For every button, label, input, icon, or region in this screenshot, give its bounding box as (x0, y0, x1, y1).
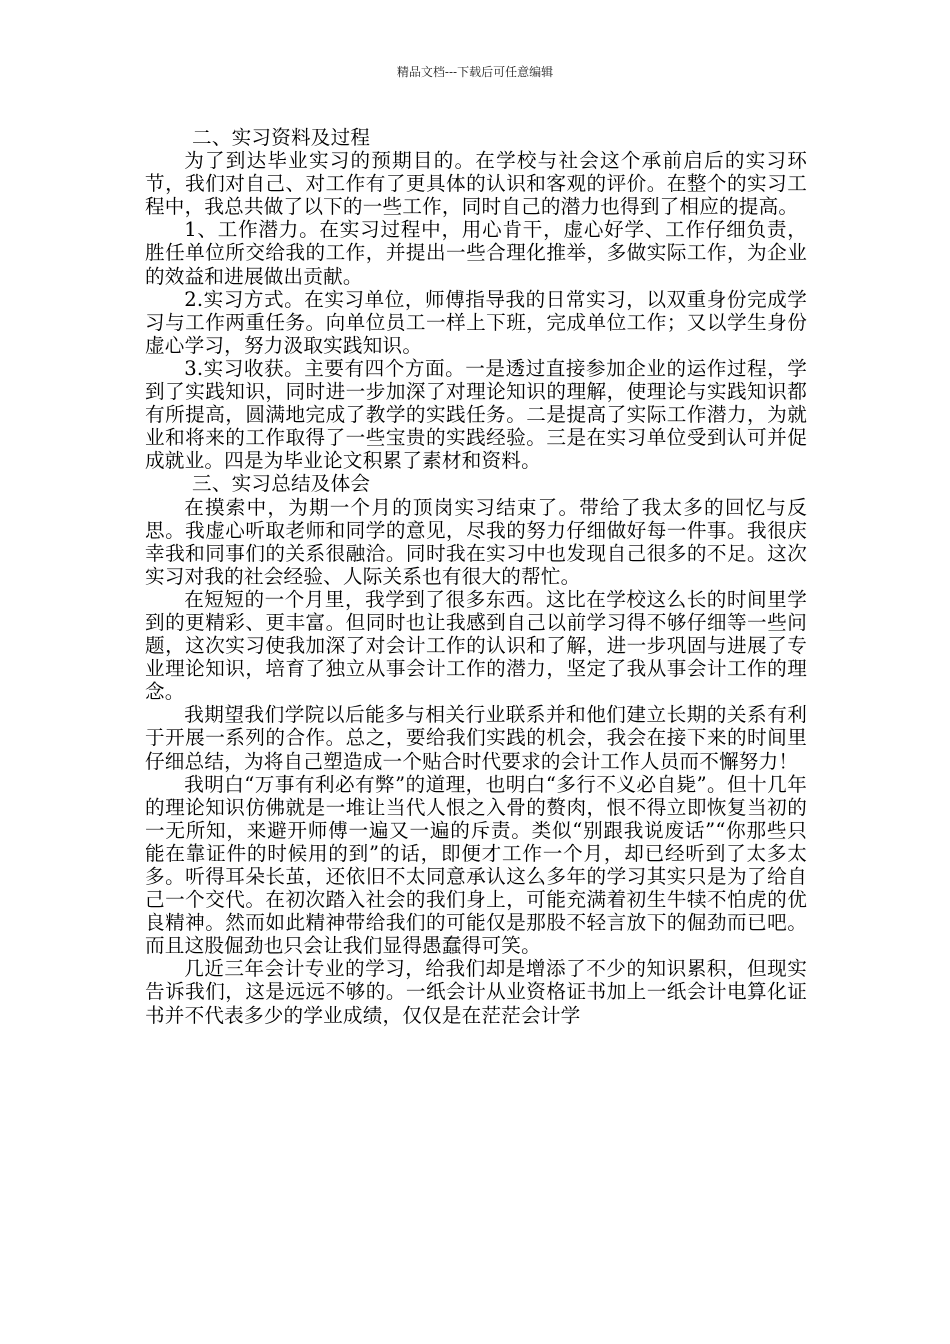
paragraph-internship-purpose: 为了到达毕业实习的预期目的。在学校与社会这个承前启后的实习环节，我们对自己、对工作有了更具体的认识和客观的评价。在整个的实习工程中，我总共做了以下的一些工作，同时自己的潜力也得到了相应的提高。 (145, 149, 807, 219)
paragraph-accounting-study: 几近三年会计专业的学习，给我们却是增添了不少的知识累积，但现实告诉我们，这是远远不够的。一纸会计从业资格证书加上一纸会计电算化证书并不代表多少的学业成绩，仅仅是在茫茫会计学 (145, 957, 807, 1027)
paragraph-expectations: 我期望我们学院以后能多与相关行业联系并和他们建立长期的关系有利于开展一系列的合作。总之，要给我们实践的机会，我会在接下来的时间里仔细总结，为将自己塑造成一个贴合时代要求的会计工作人员而不懈努力！ (145, 703, 807, 773)
paragraph-internship-method: 2.实习方式。在实习单位，师傅指导我的日常实习，以双重身份完成学习与工作两重任务。向单位员工一样上下班，完成单位工作；又以学生身份虚心学习，努力汲取实践知识。 (145, 287, 807, 357)
section-heading-summary: 三、实习总结及体会 (192, 472, 371, 496)
paragraph-internship-gains: 3.实习收获。主要有四个方面。一是透过直接参加企业的运作过程，学到了实践知识，同时进一步加深了对理论知识的理解，使理论与实践知识都有所提高，圆满地完成了教学的实践任务。二是提高了实际工作潜力，为就业和将来的工作取得了一些宝贵的实践经验。三是在实习单位受到认可并促成就业。四是为毕业论文积累了素材和资料。 (145, 356, 807, 473)
document-body (145, 126, 807, 1027)
page-header: 精品文档---下载后可任意编辑 (396, 65, 554, 79)
paragraph-one-month-learning: 在短短的一个月里，我学到了很多东西。这比在学校这么长的时间里学到的更精彩、更丰富。但同时也让我感到自己以前学习得不够仔细等一些问题，这次实习使我加深了对会计工作的认识和了解，进一步巩固与进展了专业理论知识，培育了独立从事会计工作的潜力，坚定了我从事会计工作的理念。 (145, 587, 807, 704)
section-heading-internship-process: 二、实习资料及过程 (192, 126, 371, 149)
paragraph-pros-and-cons: 我明白“万事有利必有弊”的道理，也明白“多行不义必自毙”。但十几年的理论知识仿佛就是一堆让当代人恨之入骨的赘肉，恨不得立即恢复当初的一无所知，来避开师傅一遍又一遍的斥责。类似“别跟我说废话”“你那些只能在靠证件的时候用的到”的话，即便才工作一个月，却已经听到了太多太多。听得耳朵长茧，还依旧不太同意承认这么多年的学习其实只是为了给自己一个交代。在初次踏入社会的我们身上，可能充满着初生牛犊不怕虎的优良精神。然而如此精神带给我们的可能仅是那股不轻言放下的倔劲而已吧。而且这股倔劲也只会让我们显得愚蠢得可笑。 (145, 772, 807, 958)
paragraph-work-ability: 1、工作潜力。在实习过程中，用心肯干，虚心好学、工作仔细负责，胜任单位所交给我的工作，并提出一些合理化推举，多做实际工作，为企业的效益和进展做出贡献。 (145, 218, 807, 288)
paragraph-reflection: 在摸索中，为期一个月的顶岗实习结束了。带给了我太多的回忆与反思。我虚心听取老师和同学的意见，尽我的努力仔细做好每一件事。我很庆幸我和同事们的关系很融洽。同时我在实习中也发现自己很多的不足。这次实习对我的社会经验、人际关系也有很大的帮忙。 (145, 495, 807, 588)
